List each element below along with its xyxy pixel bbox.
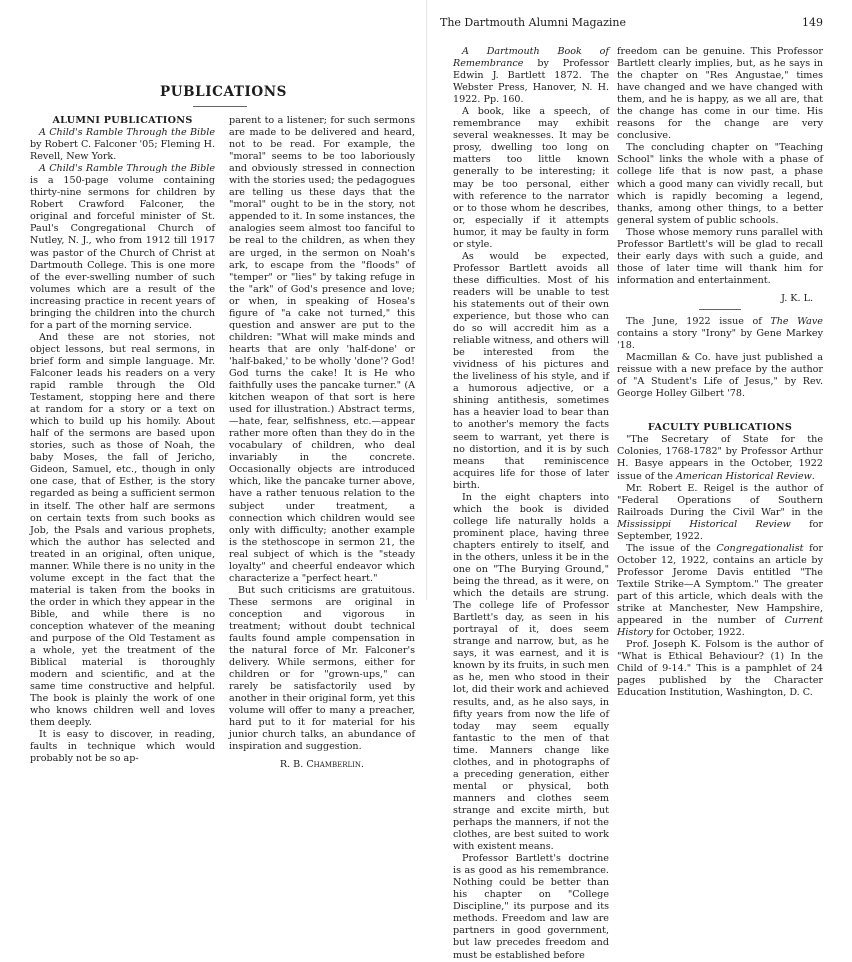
review1-p1-title: A Child's Ramble Through the Bible — [39, 163, 215, 175]
faculty-item: Mr. Robert E. Reigel is the author of "Federal Operations of Southern Railroads During the Civil War" in the Mississippi Historical Review for September, 1922. — [617, 482, 823, 542]
note-wave: The June, 1922 issue of The Wave contains a story "Irony" by Gene Markey '18. — [617, 315, 823, 352]
faculty-item: "The Secretary of State for the Colonies, 1768-1782" by Professor Arthur H. Basye appears in the October, 1922 issue of the American Historical Review. — [617, 434, 823, 482]
note-macmillan: Macmillan & Co. have just published a reissue with a new preface by the author of "A Student's Life of Jesus," by Rev. George Holley Gilbert '78. — [617, 352, 823, 400]
faculty-item: Prof. Joseph K. Folsom is the author of "What is Ethical Behaviour? (1) In the Child of 9-14." This is a pamphlet of 24 pages published by the Character Education Institution, Washington, D. C. — [617, 639, 823, 699]
review1-paragraph: And these are not stories, not object lessons, but real sermons, in brief form and simple language. Mr. Falconer leads his readers on a very rapid ramble through the Old Testament, stopping here and there at random for a story or a text on which to build up his homily. About half of the sermons are based upon stories, such as those of Noah, the baby Moses, the fall of Jericho, Gideon, Samuel, etc., though in only one case, that of Esther, is the story regarded as being a sufficient sermon in itself. The other half are sermons on certain texts from such books as Job, the Psals and various prophets, which the author has selected and treated in an original, often unique, manner. While there is no unity in the volume except in the fact that the material is taken from the books in the order in which they appear in the Bible, and while there is no conception whatever of the meaning and purpose of the Old Testament as a whole, yet the treatment of the Biblical material is thoroughly modern and scientific, and at the same time constructive and helpful. The book is plainly the work of one who knows children well and loves them deeply. — [30, 331, 215, 729]
review2-paragraph: As would be expected, Professor Bartlett avoids all these difficulties. Most of his readers will be unable to test his statements out of their own experience, but those who can do so will accredit him as a reliable witness, and others will be interested from the vividness of his pictures and the liveliness of his style, and if a humorous adjective, or a shining antithesis, sometimes has a heavier load to bear than to another's memory the facts seem to warrant, yet there is no distortion, and it is by such means that reminiscence acquires life for those of later birth. — [453, 250, 609, 491]
running-head — [440, 16, 823, 29]
review2-paragraph: A book, like a speech, of remembrance may exhibit several weaknesses. It may be prosy, dwelling too long on matters too little known generally to be interesting; it may be too personal, either with reference to the narrator or to those whom he describes, or, especially if it attempts humor, it may be faulty in form or style. — [453, 106, 609, 250]
column-2 — [229, 115, 415, 772]
faculty-item: The issue of the Congregationalist for October 12, 1922, contains an article by Professor Jerome Davis entitled "The Textile Strike—A Symptom." The greater part of this article, which deals with the strike at Manchester, New Hampshire, appeared in the number of Current History for October, 1922. — [617, 542, 823, 639]
review1-paragraph — [30, 163, 215, 332]
review2-citation-title: A Dartmouth Book of Remembrance — [453, 46, 609, 70]
review2-paragraph: Those whose memory runs parallel with Professor Bartlett's will be glad to recall their early days with such a guide, and those of later time will thank him for information and entertainment. — [617, 226, 823, 286]
review1-p1-text: is a 150-page volume containing thirty-nine sermons for children by Robert Crawford Falconer, the original and forceful minister of St. Paul's Congregational Church of Nutley, N. J., who from 1912 till 1917 was pastor of the Church of Christ at Dartmouth College. This is one more of the ever-swelling number of such volumes which are a result of the increasing practice in recent years of bringing the children into the church for a part of the morning service. — [30, 175, 215, 331]
review2-citation-rest: by Professor Edwin J. Bartlett 1872. The Webster Press, Hanover, N. H. 1922. Pp. 160. — [453, 58, 609, 106]
page-number: 149 — [802, 16, 823, 29]
wave-title: The Wave — [770, 315, 823, 327]
review1-paragraph: But such criticisms are gratuitous. These sermons are original in conception and vigorous in treatment; without doubt technical faults found ample compensation in the natural force of Mr. Falconer's delivery. While sermons, either for children or for "grown-ups," can rarely be satisfactorily used by another in their original form, yet this volume will offer to many a preacher, hard put to it for material for his junior church talks, an abundance of inspiration and suggestion. — [229, 584, 415, 753]
review1-citation-rest: by Robert C. Falconer '05; Fleming H. Revell, New York. — [30, 139, 215, 163]
page-gutter — [426, 0, 427, 600]
alumni-publications-heading: ALUMNI PUBLICATIONS — [52, 115, 193, 126]
review1-citation-title: A Child's Ramble Through the Bible — [39, 127, 215, 139]
review1-citation — [30, 127, 215, 163]
magazine-title: The Dartmouth Alumni Magazine — [440, 16, 627, 29]
review2-citation — [453, 46, 609, 106]
title-rule — [193, 106, 247, 107]
review1-paragraph: It is easy to discover, in reading, faults in technique which would probably not be so ap- — [30, 729, 215, 765]
column-3 — [453, 46, 609, 962]
review1-signature: R. B. Chamberlin. — [279, 759, 365, 771]
review2-paragraph-continued: freedom can be genuine. This Professor Bartlett clearly implies, but, as he says in the chapter on "Res Angustae," times have changed and we have changed with them, and he is happy, as we all are, that the change has come in our time. His reasons for the change are very conclusive. — [617, 46, 823, 142]
column-1 — [30, 115, 215, 766]
review2-paragraph: In the eight chapters into which the book is divided college life naturally holds a prominent place, having three chapters entirely to itself, and in the others, unless it be in the one on "The Burying Ground," being the thread, as it were, on which the details are strung. The college life of Professor Bartlett's day, as seen in his portrayal of it, does seem strange and narrow, but, as he says, it was earnest, and it is known by its fruits, in such men as he, men who stood in their lot, did their work and achieved results, and, as he also says, in fifty years from now the life of today may seem equally fantastic to the men of that time. Manners change like clothes, and in photographs of a preceding generation, either mental or physical, both manners and clothes seem strange and excite mirth, but perhaps the manners, if not the clothes, are best suited to work with existent means. — [453, 491, 609, 853]
divider — [699, 309, 741, 310]
review1-paragraph-continued: parent to a listener; for such sermons are made to be delivered and heard, not to be read. For example, the "moral" seems to be too laboriously and obviously stressed in connection with the stories used; the pedagogues are telling us these days that the "moral" ought to be in the story, not appended to it. In some instances, the analogies seem almost too fanciful to be real to the children, as when they are urged, in the sermon on Noah's ark, to escape from the "floods" of "temper" or "lies" by taking refuge in the "ark" of God's presence and love; or when, in speaking of Hosea's figure of "a cake not turned," this question and answer are put to the children: "What will make minds and hearts that are only 'half-done' or 'half-baked,' to be wholly 'done'? God! God turns the cake! It is He who faithfully uses the pancake turner." (A kitchen weapon of that sort is here used for illustration.) Abstract terms, —hate, fear, selfishness, etc.—appear rather more often than they do in the vocabulary of children, who deal invariably in the concrete. Occasionally objects are introduced which, like the pancake turner above, have a rather tenuous relation to the subject under treatment, a connection which children would see only with difficulty; another example is the stethoscope in sermon 21, the real subject of which is the "steady loyalty" and cheerful endeavor which characterize a "perfect heart." — [229, 115, 415, 584]
faculty-publications-heading: FACULTY PUBLICATIONS — [647, 422, 793, 434]
review2-paragraph: Professor Bartlett's doctrine is as good as his remembrance. Nothing could be better than his chapter on "College Discipline," its purpose and its methods. Freedom and law are partners in good government, but law precedes freedom and must be established before — [453, 853, 609, 961]
review2-signature: J. K. L. — [781, 292, 813, 304]
column-4 — [617, 46, 823, 699]
review2-paragraph: The concluding chapter on "Teaching School" links the whole with a phase of college life that is now past, a phase which a good many can vividly recall, but which is rapidly becoming a legend, thanks, among other things, to a better general system of public schools. — [617, 142, 823, 226]
section-title: PUBLICATIONS — [160, 84, 288, 100]
